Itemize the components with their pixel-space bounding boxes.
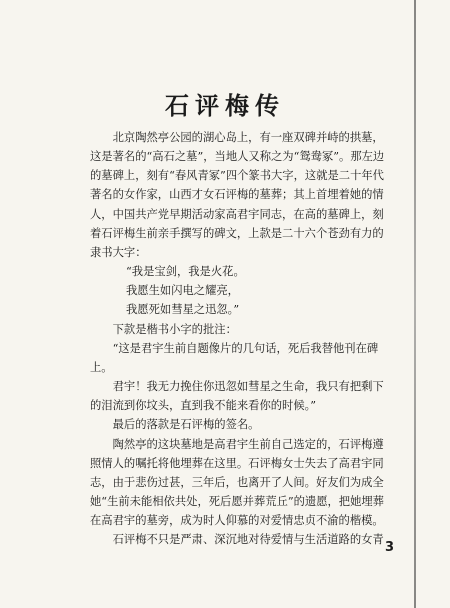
paragraph-lament: 君宇！我无力挽住你迅忽如彗星之生命，我只有把剩下的泪流到你坟头，直到我不能来看你的时候。” [90,380,384,413]
paragraph-continuation: 石评梅不只是严肃、深沉地对待爱情与生活道路的女青 [112,533,384,547]
body-text [90,128,390,549]
paragraph-intro: 北京陶然亭公园的湖心岛上，有一座双碑并峙的拱墓，这是著名的“高石之墓”，当地人又称之为“鸳鸯冢”。那左边的墓碑上，刻有“春风青冢”四个篆书大字，这就是二十年代著名的女作家，山西才女石评梅的墓葬；其上首埋着她的情人，中国共产党早期活动家高君宇同志，在高的墓碑上，刻着石评梅生前亲手撰写的碑文，上款是二十六个苍劲有力的隶书大字： [90,131,385,259]
paragraph-annotation: “这是君宇生前自题像片的几句话，死后我替他刊在碑上。 [90,341,379,374]
poem-line: 我愿死如彗星之迅忽。” [126,303,240,317]
epitaph-poem [90,262,390,319]
paragraph-signature: 最后的落款是石评梅的签名。 [112,418,260,432]
poem-line: “我是宝剑，我是火花。 [126,265,245,279]
chapter-title: 石评梅传 [165,91,285,120]
paragraph-burial: 陶然亭的这块墓地是高君宇生前自己选定的，石评梅遵照情人的嘱托将他埋葬在这里。石评梅女士失去了高君宇同志，由于悲伤过甚，三年后，也离开了人间。好友们为成全她“生前未能相依共处，死后愿并葬荒丘”的遗愿，把她埋葬在高君宇的墓旁，成为时人仰慕的对爱情忠贞不渝的楷模。 [90,437,384,528]
page-number: 3 [384,540,394,555]
paragraph-annotation-intro: 下款是楷书小字的批注： [112,322,237,336]
poem-line: 我愿生如闪电之耀亮， [126,284,239,298]
